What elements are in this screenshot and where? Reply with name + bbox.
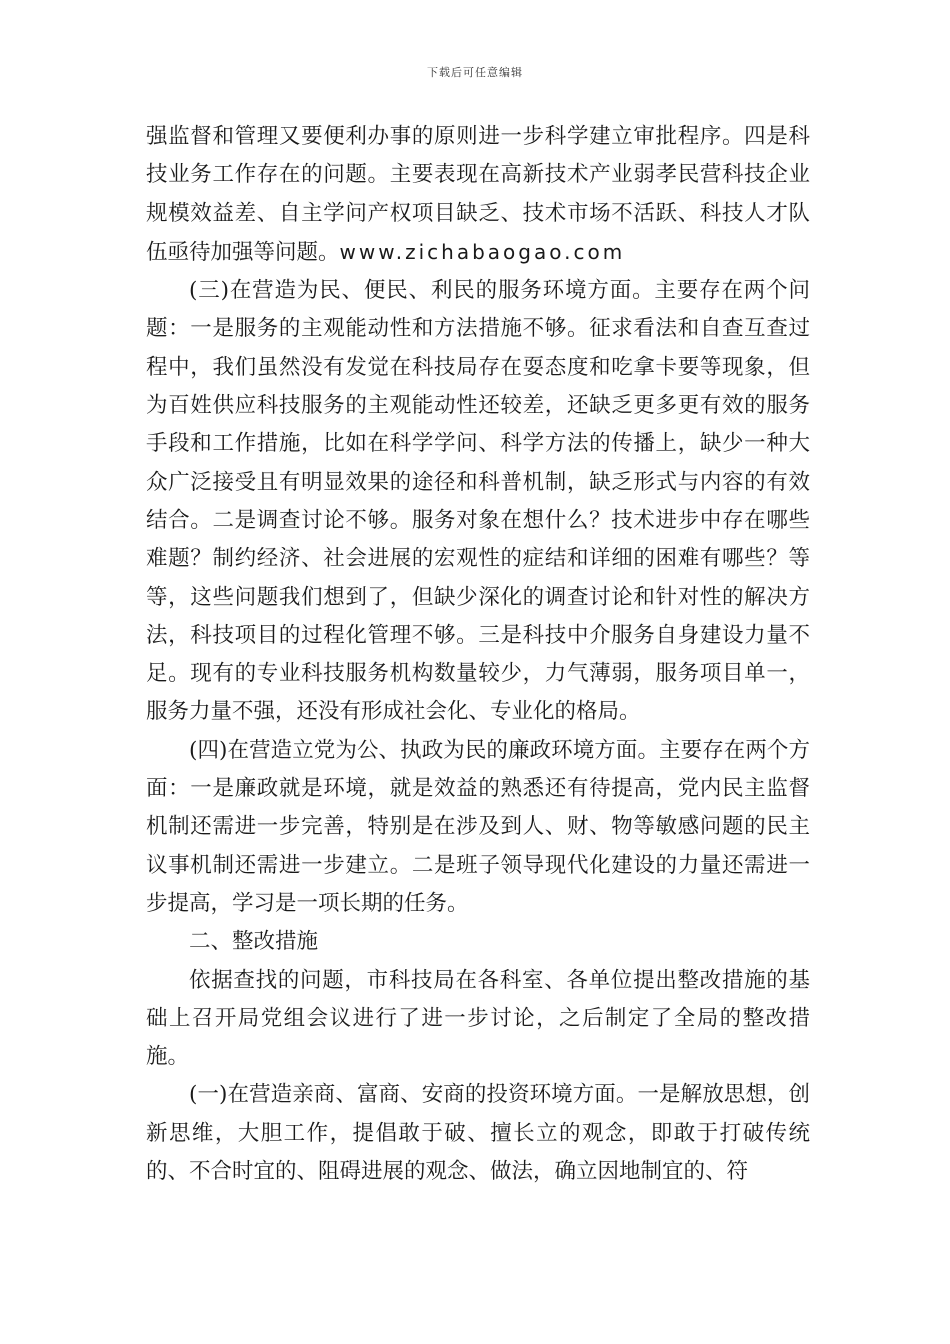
document-body: [146, 118, 810, 1191]
paragraph-1-text: 强监督和管理又要便利办事的原则进一步科学建立审批程序。四是科技业务工作存在的问题。主要表现在高新技术产业弱孝民营科技企业规模效益差、自主学问产权项目缺乏、技术市场不活跃、科技人才队伍亟待加强等问题。: [146, 124, 810, 265]
section-heading: 二、整改措施: [189, 929, 319, 955]
paragraph-5: (一)在营造亲商、富商、安商的投资环境方面。一是解放思想，创新思维，大胆工作，提倡敢于破、擅长立的观念，即敢于打破传统的、不合时宜的、阻碍进展的观念、做法，确立因地制宜的、符: [146, 1082, 810, 1185]
page-header: 下载后可任意编辑: [427, 66, 523, 79]
paragraph-2: (三)在营造为民、便民、利民的服务环境方面。主要存在两个问题：一是服务的主观能动性和方法措施不够。征求看法和自查互查过程中，我们虽然没有发觉在科技局存在耍态度和吃拿卡要等现象，但为百姓供应科技服务的主观能动性还较差，还缺乏更多更有效的服务手段和工作措施，比如在科学学问、科学方法的传播上，缺少一种大众广泛接受且有明显效果的途径和科普机制，缺乏形式与内容的有效结合。二是调查讨论不够。服务对象在想什么？技术进步中存在哪些难题？制约经济、社会进展的宏观性的症结和详细的困难有哪些？等等，这些问题我们想到了，但缺少深化的调查讨论和针对性的解决方法，科技项目的过程化管理不够。三是科技中介服务自身建设力量不足。现有的专业科技服务机构数量较少，力气薄弱，服务项目单一，服务力量不强，还没有形成社会化、专业化的格局。: [146, 278, 810, 725]
paragraph-1: [146, 118, 810, 272]
paragraph-3: (四)在营造立党为公、执政为民的廉政环境方面。主要存在两个方面：一是廉政就是环境，就是效益的熟悉还有待提高，党内民主监督机制还需进一步完善，特别是在涉及到人、财、物等敏感问题的民主议事机制还需进一步建立。二是班子领导现代化建设的力量还需进一步提高，学习是一项长期的任务。: [146, 737, 810, 916]
paragraph-4: 依据查找的问题，市科技局在各科室、各单位提出整改措施的基础上召开局党组会议进行了进一步讨论，之后制定了全局的整改措施。: [146, 967, 810, 1070]
website-url: www.zichabaogao.com: [339, 239, 626, 264]
